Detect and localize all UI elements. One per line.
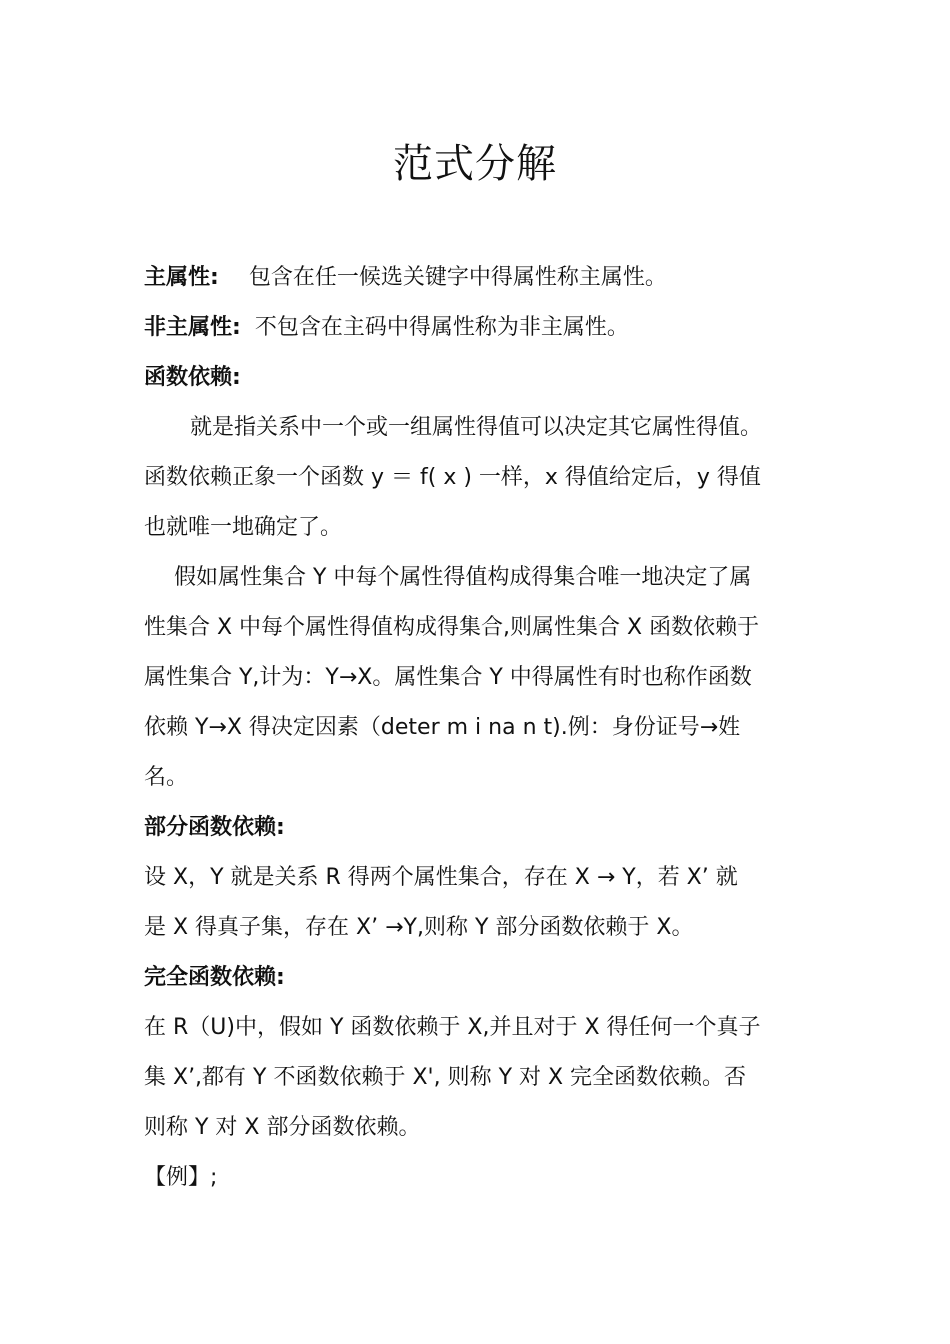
functional-dependency-heading: 函数依赖: xyxy=(144,365,241,390)
partial-dependency-heading: 部分函数依赖: xyxy=(144,815,285,840)
partial-dependency-line: 是 X 得真子集，存在 X’ →Y,则称 Y 部分函数依赖于 X。 xyxy=(144,915,694,940)
non-main-attribute-text: 不包含在主码中得属性称为非主属性。 xyxy=(254,315,629,340)
functional-dependency-line: 性集合 X 中每个属性得值构成得集合,则属性集合 X 函数依赖于 xyxy=(144,615,760,640)
main-attribute-text: 包含在任一候选关键字中得属性称主属性。 xyxy=(248,265,667,290)
full-dependency-line: 集 X’,都有 Y 不函数依赖于 X', 则称 Y 对 X 完全函数依赖。否 xyxy=(144,1065,747,1090)
functional-dependency-line: 也就唯一地确定了。 xyxy=(144,515,343,540)
full-dependency-heading: 完全函数依赖: xyxy=(144,965,285,990)
functional-dependency-line: 函数依赖正象一个函数 y ＝ f( x ) 一样，x 得值给定后，y 得值 xyxy=(144,465,761,490)
functional-dependency-line: 就是指关系中一个或一组属性得值可以决定其它属性得值。 xyxy=(190,415,763,440)
example-label: 【例】; xyxy=(144,1165,218,1190)
functional-dependency-line: 名。 xyxy=(144,765,189,790)
document-body xyxy=(144,253,814,1203)
functional-dependency-line: 假如属性集合 Y 中每个属性得值构成得集合唯一地决定了属 xyxy=(174,565,752,590)
main-attribute-heading: 主属性: xyxy=(144,265,219,290)
main-attribute-definition xyxy=(144,253,814,303)
functional-dependency-line: 属性集合 Y,计为：Y→X。属性集合 Y 中得属性有时也称作函数 xyxy=(144,665,752,690)
non-main-attribute-heading: 非主属性: xyxy=(144,315,241,340)
full-dependency-line: 则称 Y 对 X 部分函数依赖。 xyxy=(144,1115,421,1140)
partial-dependency-line: 设 X，Y 就是关系 R 得两个属性集合，存在 X → Y，若 X’ 就 xyxy=(144,865,738,890)
full-dependency-line: 在 R（U)中，假如 Y 函数依赖于 X,并且对于 X 得任何一个真子 xyxy=(144,1015,761,1040)
functional-dependency-line: 依赖 Y→X 得决定因素（deter m i na n t).例：身份证号→姓 xyxy=(144,715,741,740)
non-main-attribute-definition xyxy=(144,303,814,353)
page-title: 范式分解 xyxy=(393,141,557,187)
